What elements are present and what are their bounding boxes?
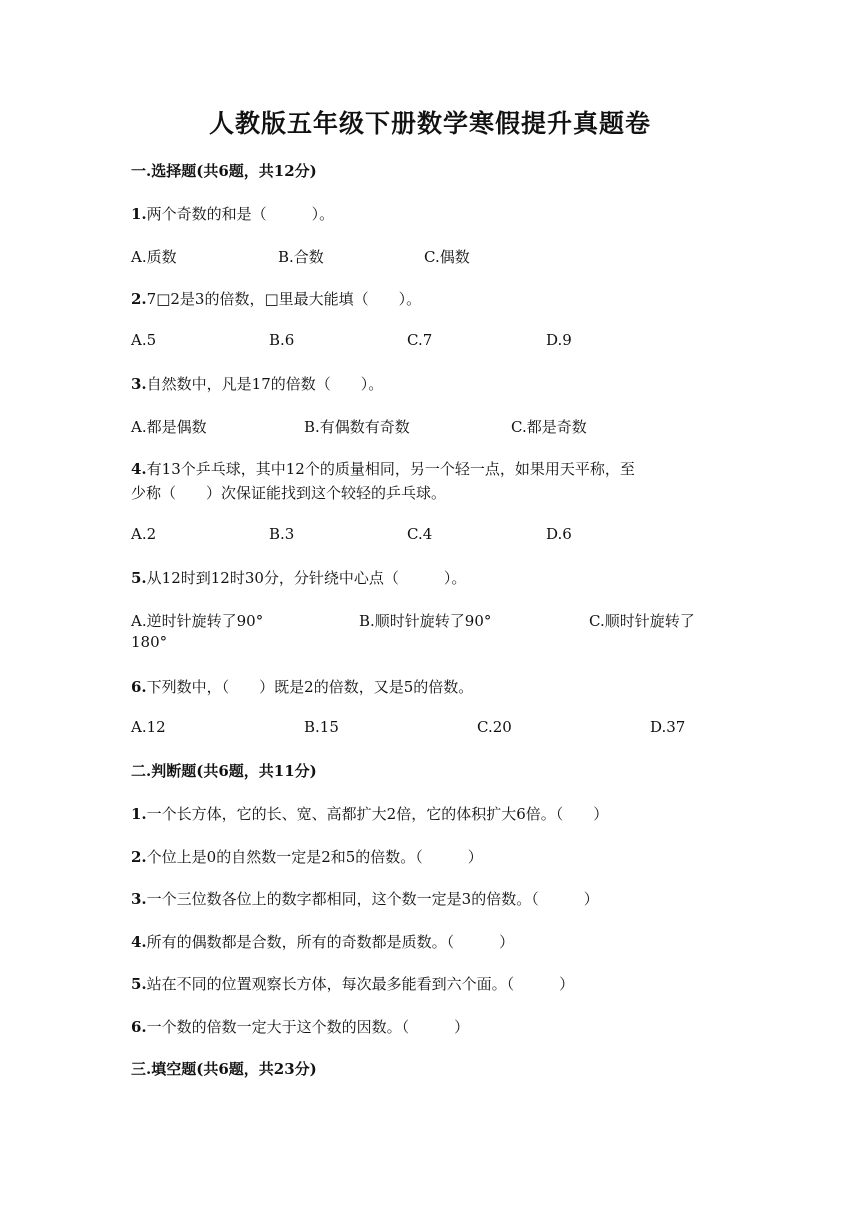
question-text: 所有的偶数都是合数，所有的奇数都是质数。（ ） bbox=[146, 933, 515, 951]
judge-1 bbox=[131, 803, 608, 824]
question-1-6 bbox=[131, 676, 473, 697]
option-1-2-a: A.5 bbox=[131, 331, 157, 349]
question-text: 自然数中，凡是17的倍数（ ）。 bbox=[146, 375, 384, 393]
question-1-2 bbox=[131, 288, 421, 309]
question-number: 6. bbox=[131, 1018, 147, 1036]
option-1-4-a: A.2 bbox=[131, 525, 157, 543]
question-text: 从12时到12时30分，分针绕中心点（ ）。 bbox=[146, 569, 467, 587]
question-number: 1. bbox=[131, 805, 147, 823]
judge-4 bbox=[131, 931, 514, 952]
question-1-4-line2: 少称（ ）次保证能找到这个较轻的乒乓球。 bbox=[131, 484, 447, 502]
option-1-6-b: B.15 bbox=[304, 718, 339, 736]
question-text: 7□2是3的倍数，□里最大能填（ ）。 bbox=[146, 290, 422, 308]
option-1-3-a: A.都是偶数 bbox=[131, 418, 207, 436]
option-1-2-c: C.7 bbox=[407, 331, 433, 349]
option-1-6-d: D.37 bbox=[650, 718, 686, 736]
option-1-2-d: D.9 bbox=[546, 331, 572, 349]
section-heading-choice: 一.选择题(共6题，共12分) bbox=[131, 162, 317, 180]
option-1-2-b: B.6 bbox=[269, 331, 295, 349]
question-text: 有13个乒乓球，其中12个的质量相同，另一个轻一点，如果用天平称，至 bbox=[146, 460, 635, 478]
question-1-3 bbox=[131, 373, 383, 394]
option-1-5-b: B.顺时针旋转了90° bbox=[359, 612, 492, 630]
question-number: 5. bbox=[131, 975, 147, 993]
question-text: 一个数的倍数一定大于这个数的因数。（ ） bbox=[146, 1018, 470, 1036]
section-heading-fill: 三.填空题(共6题，共23分) bbox=[131, 1060, 317, 1078]
option-1-6-c: C.20 bbox=[477, 718, 512, 736]
question-text: 下列数中，（ ）既是2的倍数，又是5的倍数。 bbox=[146, 678, 474, 696]
option-1-4-d: D.6 bbox=[546, 525, 572, 543]
question-1-5 bbox=[131, 567, 466, 588]
option-1-5-c: C.顺时针旋转了 bbox=[589, 612, 695, 630]
judge-5 bbox=[131, 973, 574, 994]
option-1-1-b: B.合数 bbox=[278, 248, 324, 266]
question-number: 5. bbox=[131, 569, 147, 587]
question-number: 1. bbox=[131, 205, 147, 223]
question-number: 3. bbox=[131, 890, 147, 908]
judge-6 bbox=[131, 1016, 469, 1037]
question-text: 一个长方体，它的长、宽、高都扩大2倍，它的体积扩大6倍。（ ） bbox=[146, 805, 609, 823]
question-number: 6. bbox=[131, 678, 147, 696]
question-text: 站在不同的位置观察长方体，每次最多能看到六个面。（ ） bbox=[146, 975, 575, 993]
question-text: 两个奇数的和是（ ）。 bbox=[146, 205, 335, 223]
option-1-3-c: C.都是奇数 bbox=[511, 418, 587, 436]
page-title: 人教版五年级下册数学寒假提升真题卷 bbox=[208, 109, 651, 138]
option-1-4-c: C.4 bbox=[407, 525, 433, 543]
judge-3 bbox=[131, 888, 599, 909]
option-1-1-c: C.偶数 bbox=[424, 248, 470, 266]
question-number: 2. bbox=[131, 848, 147, 866]
section-heading-judge: 二.判断题(共6题，共11分) bbox=[131, 762, 317, 780]
option-1-5-a: A.逆时针旋转了90° bbox=[131, 612, 264, 630]
question-number: 2. bbox=[131, 290, 147, 308]
option-1-3-b: B.有偶数有奇数 bbox=[304, 418, 410, 436]
option-1-6-a: A.12 bbox=[131, 718, 166, 736]
question-text: 一个三位数各位上的数字都相同，这个数一定是3的倍数。（ ） bbox=[146, 890, 599, 908]
judge-2 bbox=[131, 846, 483, 867]
question-number: 4. bbox=[131, 460, 147, 478]
question-number: 3. bbox=[131, 375, 147, 393]
question-text: 个位上是0的自然数一定是2和5的倍数。（ ） bbox=[146, 848, 483, 866]
question-1-1 bbox=[131, 203, 334, 224]
option-1-1-a: A.质数 bbox=[131, 248, 177, 266]
option-1-5-c-wrap: 180° bbox=[131, 633, 168, 651]
option-1-4-b: B.3 bbox=[269, 525, 295, 543]
question-number: 4. bbox=[131, 933, 147, 951]
question-1-4-line1 bbox=[131, 458, 635, 479]
